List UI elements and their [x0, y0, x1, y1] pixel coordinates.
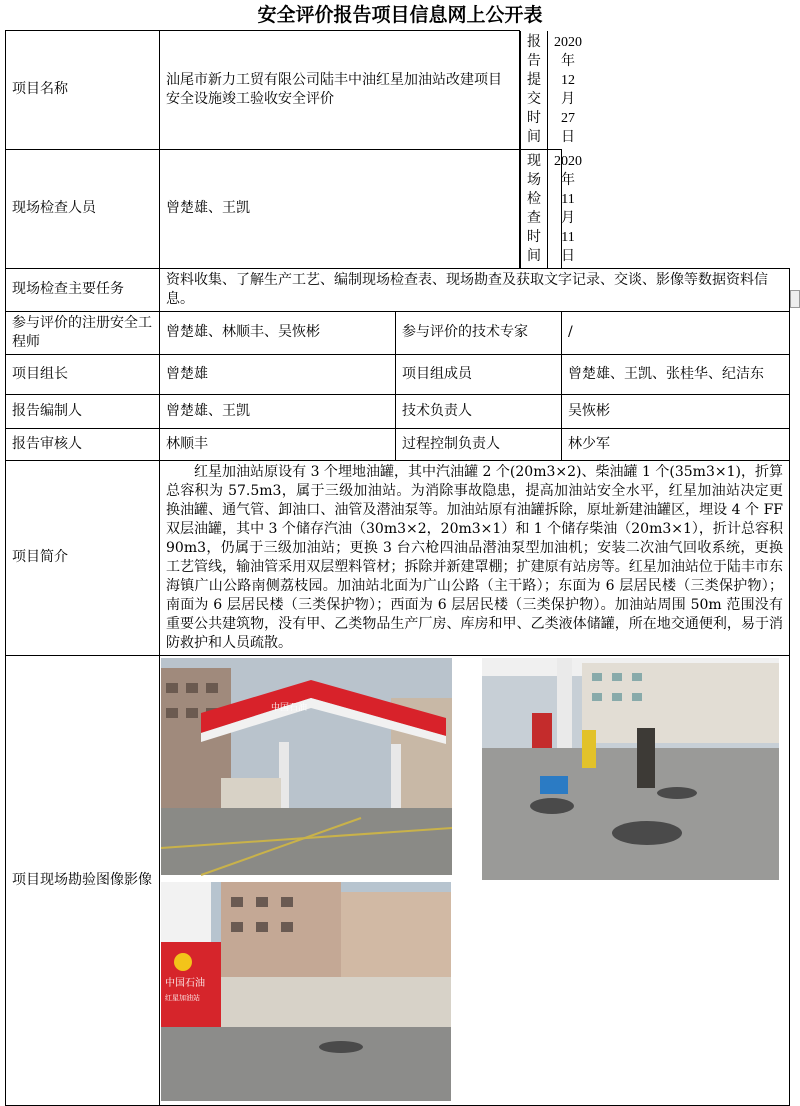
report-date-value: 2020 年 12 月 27 日 [554, 34, 582, 145]
leader-value: 曾楚雄 [160, 354, 396, 394]
report-date-label: 报告提交时间 [521, 31, 548, 149]
table-row [6, 460, 790, 655]
table-row [6, 394, 790, 428]
experts-label: 参与评价的技术专家 [396, 311, 562, 354]
members-value: 曾楚雄、王凯、张桂华、纪洁东 [562, 354, 790, 394]
members-label: 项目组成员 [396, 354, 562, 394]
canopy-brand-text: 中国石油 [271, 702, 308, 713]
table-row [6, 428, 790, 460]
reviewer-value: 林顺丰 [160, 428, 396, 460]
wall-sub-text: 红星加油站 [165, 993, 200, 1002]
process-lead-label: 过程控制负责人 [396, 428, 562, 460]
tech-lead-label: 技术负责人 [396, 394, 562, 428]
photos-cell [160, 655, 790, 1105]
engineers-value: 曾楚雄、林顺丰、吴恢彬 [160, 311, 396, 354]
photo-site-inspection [482, 658, 779, 880]
experts-value: / [562, 311, 790, 354]
inspectors-label: 现场检查人员 [6, 149, 160, 268]
info-table [5, 30, 790, 1106]
leader-label: 项目组长 [6, 354, 160, 394]
table-row [6, 149, 790, 268]
date-split [520, 31, 582, 150]
inspection-split [520, 149, 582, 268]
tech-lead-value: 吴恢彬 [562, 394, 790, 428]
photo-station-canopy [161, 658, 452, 875]
project-name-value: 汕尾市新力工贸有限公司陆丰中油红星加油站改建项目安全设施竣工验收安全评价 [160, 31, 520, 150]
table-row [6, 655, 790, 1105]
engineers-label: 参与评价的注册安全工程师 [6, 311, 160, 354]
table-row [6, 268, 790, 311]
table-row [6, 311, 790, 354]
scrollbar-handle[interactable] [790, 290, 800, 308]
reviewer-label: 报告审核人 [6, 428, 160, 460]
intro-label: 项目简介 [6, 460, 160, 655]
tasks-label: 现场检查主要任务 [6, 268, 160, 311]
compiler-value: 曾楚雄、王凯 [160, 394, 396, 428]
intro-value: 红星加油站原设有 3 个埋地油罐，其中汽油罐 2 个(20m3×2)、柴油罐 1 个(35m3×1)，折算总容积为 57.5m3，属于三级加油站。为消除事故隐患，提高加油站安全水平，红星加油站决定更换油罐、通气管、卸油口、油管及潜油泵等。加油站原有油罐拆除，原址新建油罐区，埋设 4 个 FF 双层油罐，其中 3 个储存汽油（30m3×2，20m3×1）和 1 个储存柴油（20m3×1），折计总容积 90m3，仍属于三级加油站；更换 3 台六枪四油品潜油泵型加油机；安装二次油气回收系统，更换工艺管线，输油管采用双层塑料管材；拆除并新建罩棚；扩建原有站房等。红星加油站位于陆丰市东海镇广山公路南侧荔枝园。加油站北面为广山公路（主干路）；东面为 6 层居民楼（三类保护物）；南面为 6 层居民楼（三类保护物）；西面为 6 层居民楼（三类保护物）。加油站周围 50m 范围没有重要公共建筑物，没有甲、乙类物品生产厂房、库房和甲、乙类液体储罐，所在地交通便利，易于消防救护和人员疏散。 [160, 460, 790, 655]
page-title: 安全评价报告项目信息网上公开表 [257, 4, 543, 26]
tasks-value: 资料收集、了解生产工艺、编制现场检查表、现场勘查及获取文字记录、交谈、影像等数据资料信息。 [160, 268, 790, 311]
wall-brand-text: 中国石油 [165, 977, 205, 989]
inspection-date-label: 现场检查时间 [521, 150, 548, 268]
compiler-label: 报告编制人 [6, 394, 160, 428]
inspectors-value: 曾楚雄、王凯 [160, 149, 520, 268]
table-row [6, 31, 790, 150]
photos-label: 项目现场勘验图像影像 [6, 655, 160, 1105]
project-name-label: 项目名称 [6, 31, 160, 150]
process-lead-value: 林少军 [562, 428, 790, 460]
inspection-date-value: 2020 年 11 月 11 日 [554, 153, 582, 264]
photo-station-wall [161, 882, 451, 1101]
table-row [6, 354, 790, 394]
